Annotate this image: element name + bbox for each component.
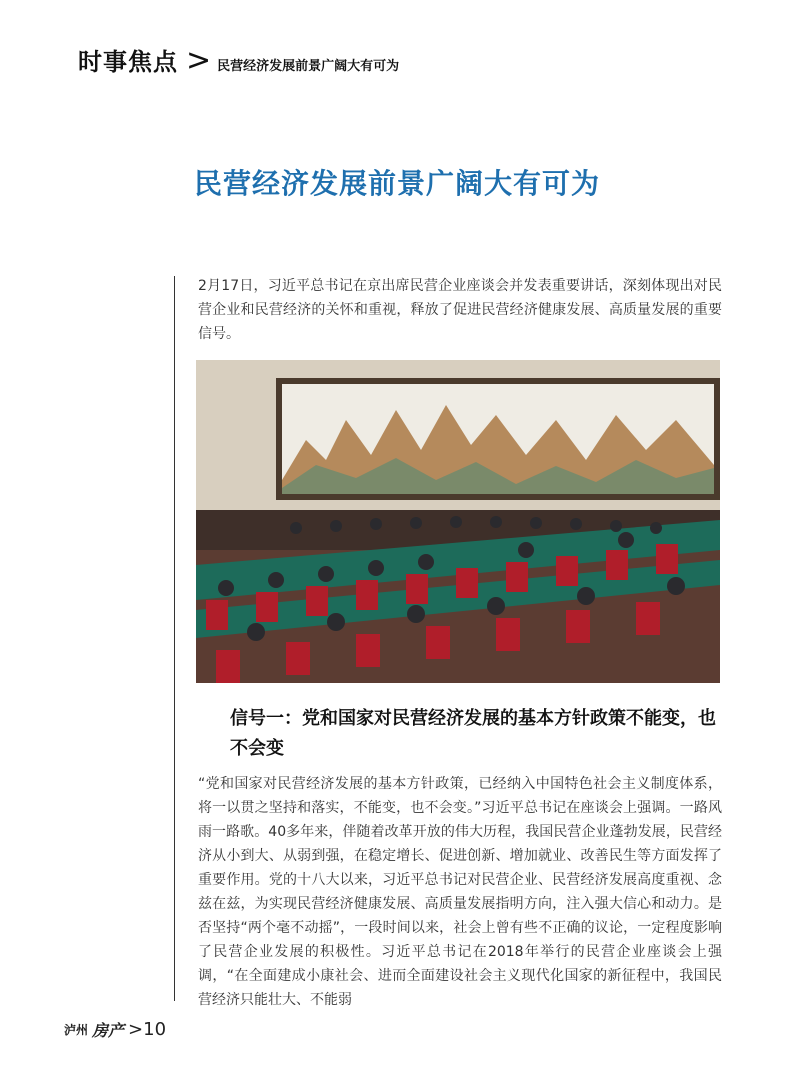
intro-paragraph: 2月17日，习近平总书记在京出席民营企业座谈会并发表重要讲话，深刻体现出对民营企业和民营经济的关怀和重视，释放了促进民营经济健康发展、高质量发展的重要信号。	[198, 278, 722, 342]
signal-heading-text: 信号一：党和国家对民营经济发展的基本方针政策不能变，也不会变	[230, 708, 716, 759]
page-footer	[64, 1018, 166, 1041]
signal-heading	[198, 704, 728, 764]
body-paragraph: “党和国家对民营经济发展的基本方针政策，已经纳入中国特色社会主义制度体系，将一以贯之坚持和落实，不能变，也不会变。”习近平总书记在座谈会上强调。一路风雨一路歌。40多年来，伴随着改革开放的伟大历程，我国民营企业蓬勃发展，民营经济从小到大、从弱到强，在稳定增长、促进创新、增加就业、改善民生等方面发挥了重要作用。党的十八大以来，习近平总书记对民营企业、民营经济发展高度重视、念兹在兹，为实现民营经济健康发展、高质量发展指明方向，注入强大信心和动力。是否坚持“两个毫不动摇”，一段时间以来，社会上曾有些不正确的议论，一定程度影响了民营企业发展的积极性。习近平总书记在2018年举行的民营企业座谈会上强调，“在全面建成小康社会、进而全面建设社会主义现代化国家的新征程中，我国民营经济只能壮大、不能弱	[198, 776, 722, 1008]
chevron-right-icon: >	[186, 43, 212, 78]
header-subtitle: 民营经济发展前景广阔大有可为	[217, 59, 400, 74]
section-header	[78, 42, 399, 82]
section-name: 时事焦点	[78, 48, 178, 76]
page-number: >10	[128, 1019, 167, 1040]
meeting-photo	[196, 360, 720, 683]
footer-brand: 泸州	[64, 1023, 89, 1037]
column-rule	[174, 276, 175, 1001]
article-title: 民营经济发展前景广阔大有可为	[193, 167, 600, 200]
footer-brand-logo: 房产	[92, 1021, 125, 1040]
